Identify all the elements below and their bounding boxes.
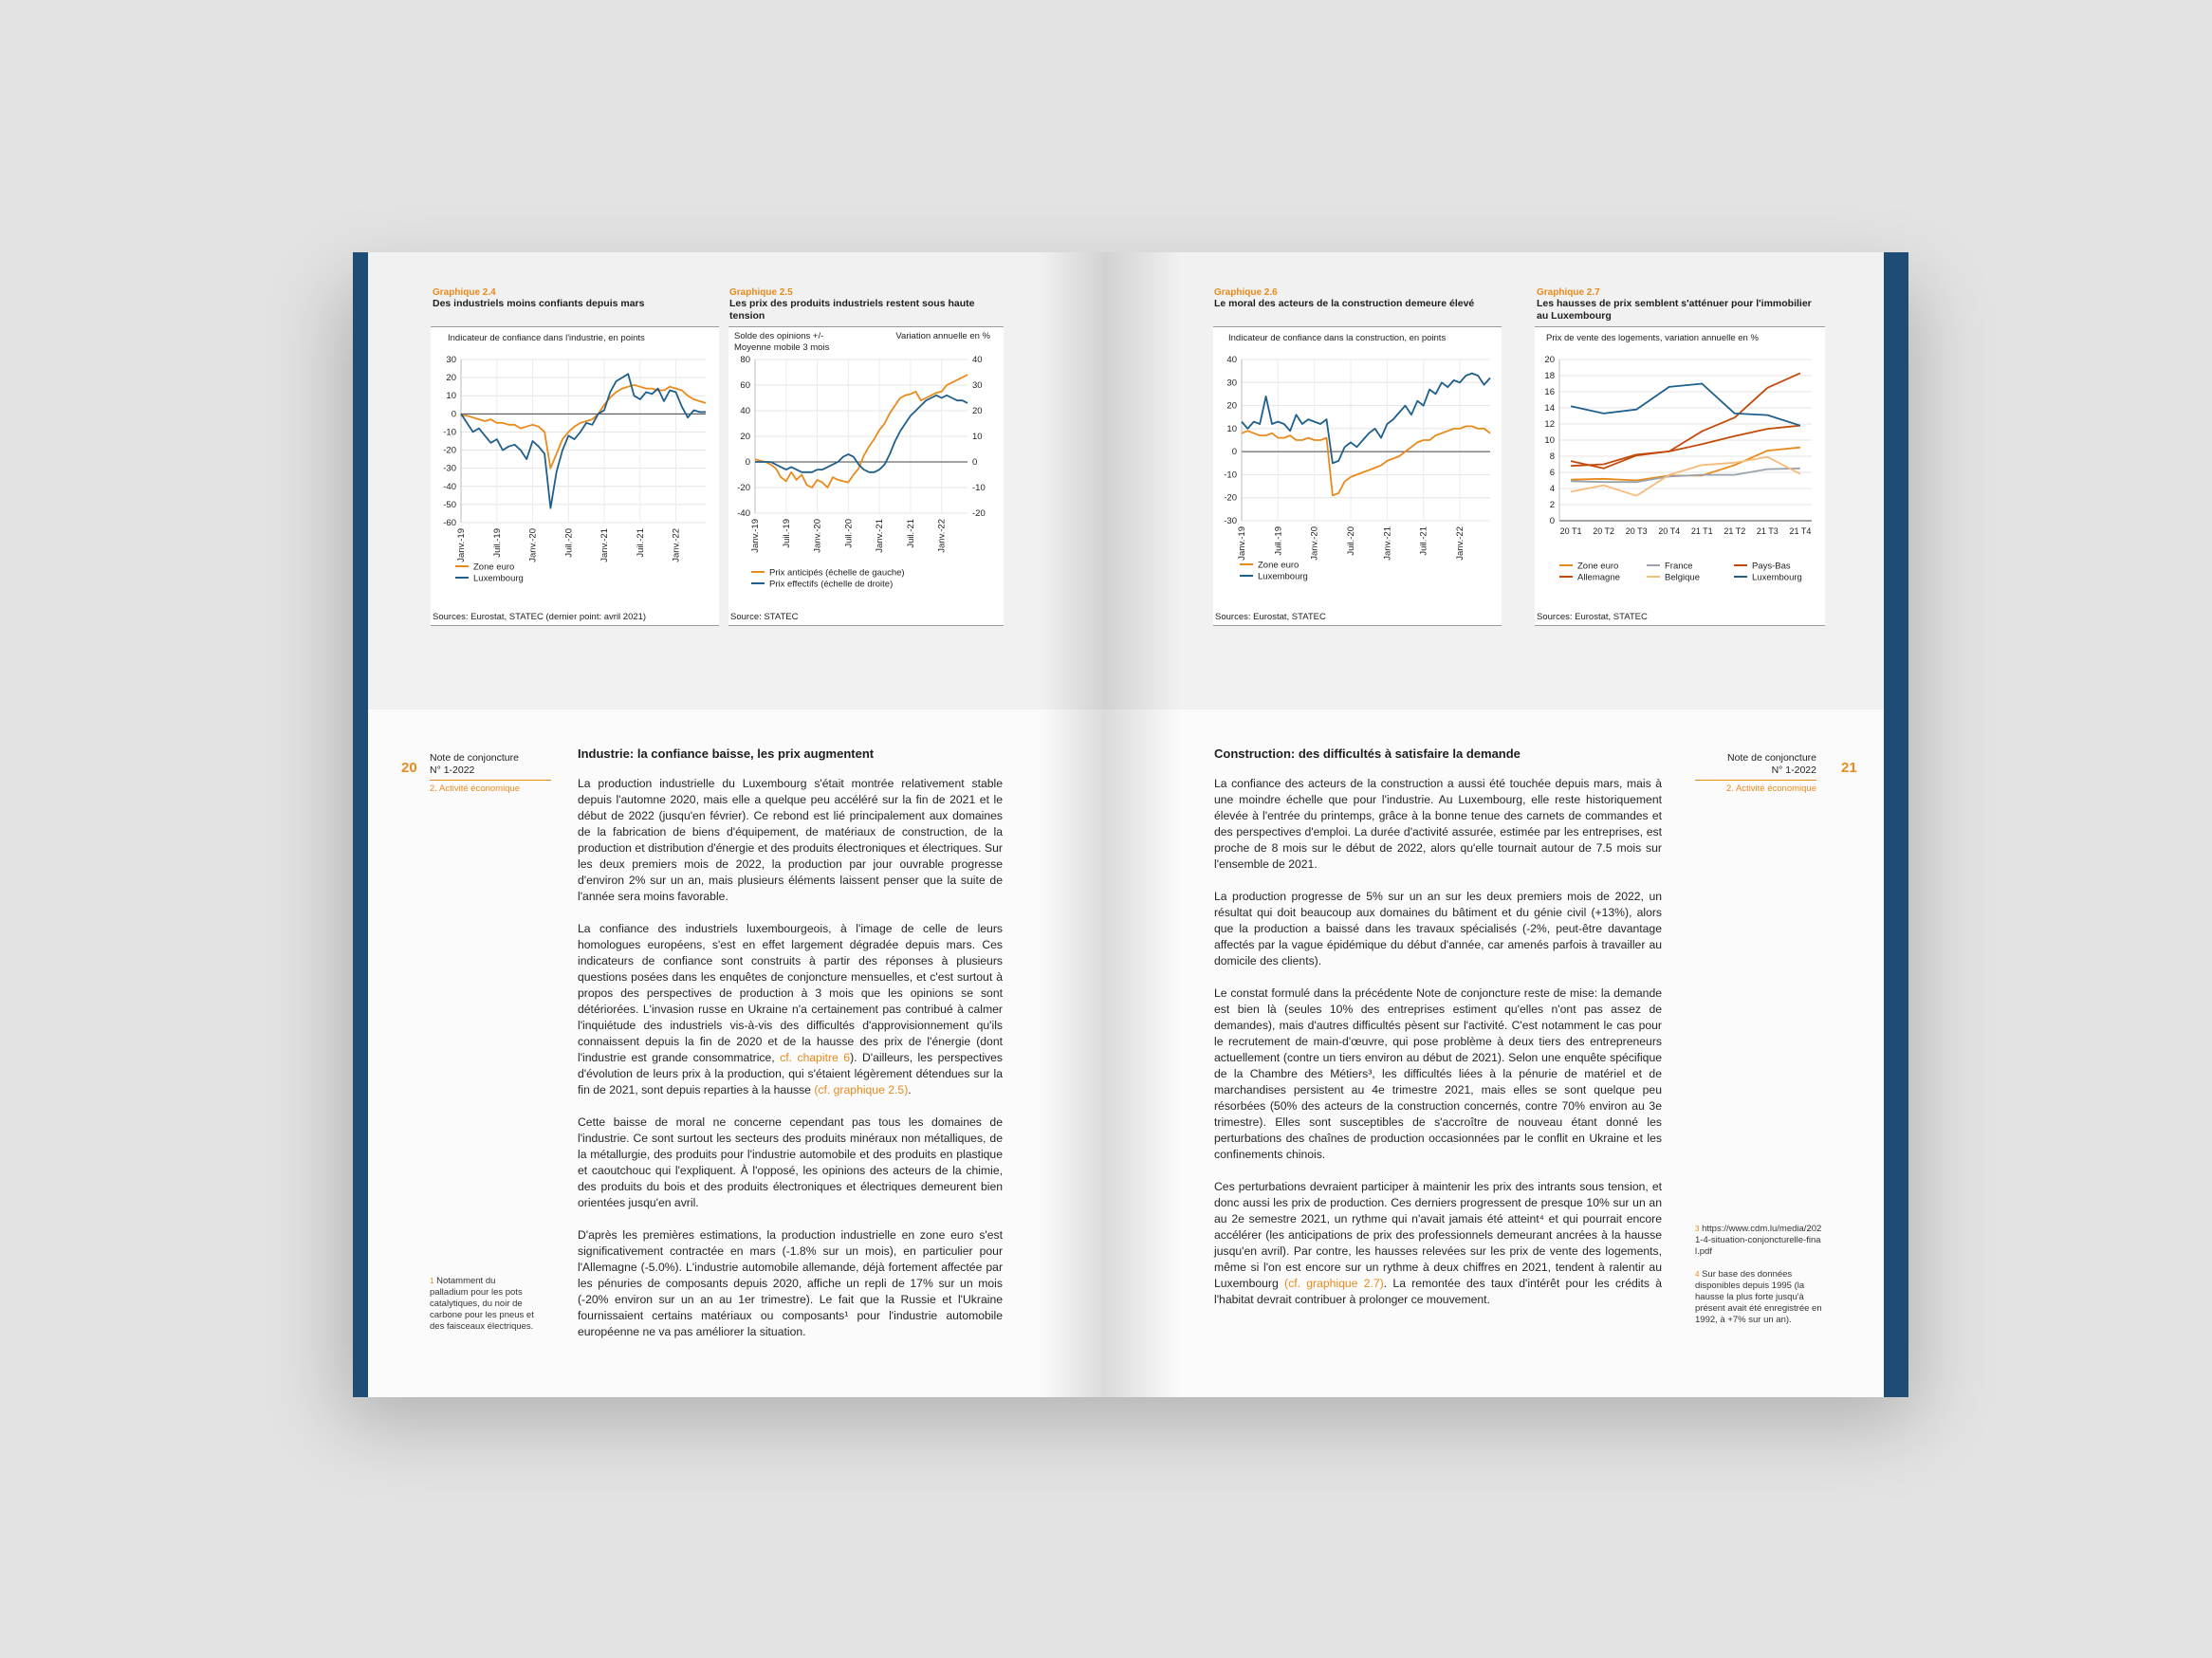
paragraph: La production progresse de 5% sur un an sur les deux premiers mois de 2022, un résultat qui doit beaucoup aux domaines du bâtiment et du génie civil (+13%), alors que la production a baissé dans les travaux spécialisés (-2%, peut-être davantage affectés par la vague épidémique du début d'année, car amenés parfois à travailler au domicile des clients). [1214,890,1662,967]
x-tick-label: Juil.-19 [491,528,503,558]
paragraph: La production industrielle du Luxembourg s'était montrée relativement stable depuis l'automne 2020, mais elle a quelque peu accéléré sur la fin de 2021 et le début de 2022 (jusqu'en février). Ce rebond est lié principalement aux domaines de la fabrication de biens d'équipement, de matériaux de construction, de la production et distribution d'énergie et des produits électroniques et électriques. Sur les deux premiers mois de 2022, la production par jour ouvrable progresse d'environ 2% sur un an, mais plusieurs éléments laissent penser que la suite de l'année sera moins favorable. [578,777,1003,903]
y-tick-label: 4 [1549,484,1555,494]
y-tick-label: 20 [1226,400,1237,412]
right-page [1105,252,1884,1397]
y-axis-label: Indicateur de confiance dans l'industrie, en points [448,333,645,343]
x-tick-label: Janv.-19 [456,528,467,562]
x-tick-label: Juil.-19 [781,519,792,548]
y-tick-label: 10 [1226,423,1237,434]
y-tick-label: 0 [745,457,750,468]
y-tick-label: 2 [1549,500,1555,510]
legend-label: Prix effectifs (échelle de droite) [769,579,894,590]
legend-label: Zone euro [473,562,515,573]
x-tick-label: Janv.-22 [671,528,682,562]
y-tick-label: 20 [740,432,750,442]
chart-source: Sources: Eurostat, STATEC [1215,612,1326,622]
x-tick-label: Janv.-22 [1455,526,1466,561]
legend-label: Zone euro [1258,560,1300,571]
y-tick-label: 30 [1226,378,1237,389]
running-head-title: Note de conjoncture [430,752,519,764]
x-tick-label: Janv.-20 [1309,526,1320,561]
legend-label: Prix anticipés (échelle de gauche) [769,567,905,579]
page-number: 21 [1841,760,1857,776]
y-tick-label: -40 [737,508,750,519]
y-tick-label: -10 [443,427,456,438]
y-tick-label: 0 [1231,447,1237,458]
y-tick-label-right: -10 [972,483,986,493]
y-tick-label: 20 [1544,355,1555,365]
y-tick-label-right: 0 [972,457,978,468]
chart-2-4 [431,326,719,626]
running-head-section: 2. Activité économique [1725,783,1816,794]
x-tick-label: Juil.-21 [635,528,646,558]
chart-title: Le moral des acteurs de la construction demeure élevé [1214,298,1475,309]
y-tick-label: -10 [1224,470,1237,481]
x-tick-label: 21 T3 [1756,526,1779,536]
x-tick-label: Janv.-21 [599,528,611,562]
chart-number: Graphique 2.6 [1214,287,1278,298]
y-tick-label: -30 [443,463,456,474]
series-line-prix-anticip-s-chelle-de-gauche- [755,375,968,488]
y-axis-label-left: Solde des opinions +/- [734,331,824,341]
legend-label: France [1665,561,1693,572]
running-head-section: 2. Activité économique [430,783,521,794]
graphique-link[interactable]: (cf. graphique 2.7) [1284,1277,1384,1290]
y-tick-label: 8 [1549,451,1555,462]
y-axis-label: Indicateur de confiance dans la construction, en points [1228,333,1447,343]
legend-label: Luxembourg [1752,572,1802,583]
y-tick-label: -20 [1224,492,1237,504]
y-axis-label-right: Variation annuelle en % [895,331,990,341]
y-axis-label: Prix de vente des logements, variation annuelle en % [1546,333,1759,343]
x-tick-label: 20 T1 [1559,526,1582,536]
y-tick-label: -50 [443,499,456,510]
y-tick-label: 20 [446,373,456,384]
x-tick-label: Juil.-21 [905,519,916,548]
y-tick-label: 60 [740,380,750,391]
x-tick-label: 21 T4 [1789,526,1812,536]
body-text [578,776,1003,1356]
chart-2-6-plot [1213,327,1502,602]
left-page [368,252,1105,1397]
chart-2-4-header [433,287,708,310]
y-axis-label-left-sub: Moyenne mobile 3 mois [734,342,830,353]
paragraph: Le constat formulé dans la précédente Note de conjoncture reste de mise: la demande est bien là (seules 10% des entreprises estiment qu'elles n'ont pas assez de demandes), mais d'autres difficultés pèsent sur l'activité. C'est notamment le cas pour le recrutement de main-d'œuvre, qui pose problème à deux tiers des entrepreneurs actuellement (contre un tiers environ au début de 2021). Selon une enquête spécifique de la Chambre des Métiers³, les difficultés liées à la pénurie de matériel et de marchandises persistent au 4e trimestre 2021, mais elles se sont quelque peu résorbées (50% des acteurs de la construction concernés, contre 70% environ au 3e trimestre). Elles sont susceptibles de s'accroître de nouveau étant donné les perturbations des chaînes de production occasionnées par le conflit en Ukraine et les confinements chinois. [1214,986,1662,1161]
paragraph: D'après les premières estimations, la production industrielle en zone euro s'est significativement contractée en mars (-1.8% sur un mois), en particulier pour l'Allemagne (-5.0%). L'industrie automobile allemande, déjà fortement affectée par les pénuries de composants depuis 2020, affiche un repli de 17% sur un mois (-20% environ sur un an au 1er trimestre). Le fait que la Russie et l'Ukraine fournissaient certains matériaux ou composants¹ pour l'industrie automobile européenne ne va pas améliorer la situation. [578,1228,1003,1338]
chart-number: Graphique 2.4 [433,287,496,298]
chart-source: Sources: Eurostat, STATEC [1537,612,1648,622]
x-tick-label: 21 T1 [1690,526,1713,536]
chart-2-6-header [1214,287,1499,310]
y-tick-label-right: 10 [972,432,983,442]
y-tick-label: 10 [446,391,456,402]
y-tick-label: -20 [443,445,456,456]
y-tick-label: 18 [1544,371,1555,381]
y-tick-label: -40 [443,481,456,492]
running-head [430,752,551,794]
legend-label: Pays-Bas [1752,561,1791,572]
x-tick-label: Juil.-19 [1273,526,1284,556]
x-tick-label: Janv.-21 [875,519,886,553]
y-tick-label: 6 [1549,468,1555,478]
chart-2-5-header [729,287,1005,322]
chart-title: Des industriels moins confiants depuis mars [433,298,645,309]
x-tick-label: 21 T2 [1724,526,1746,536]
chart-number: Graphique 2.7 [1537,287,1600,298]
footnote: $^4$ Sur base des données disponibles depuis 1995 (la hausse la plus forte jusqu'à présent avait été enregistrée en 1992, à +7% sur un an). [1695,1269,1822,1325]
y-tick-label: 30 [446,355,456,365]
running-head-issue: N° 1-2022 [1771,765,1816,776]
y-tick-label-right: -20 [972,508,986,519]
x-tick-label: 20 T2 [1593,526,1615,536]
footnote: $^1$ Notamment du palladium pour les pots catalytiques, du noir de carbone pour les pneus et des faisceaux électriques. [430,1276,534,1332]
chart-2-7 [1535,326,1825,626]
y-tick-label: 10 [1544,435,1555,446]
graphique-link[interactable]: (cf. graphique 2.5) [814,1083,909,1096]
y-tick-label: 12 [1544,419,1555,430]
section-title: Construction: des difficultés à satisfaire la demande [1214,746,1521,761]
chart-2-5-plot [728,327,1004,602]
x-tick-label: Janv.-19 [1237,526,1247,561]
body-text [1214,776,1662,1324]
y-tick-label-right: 20 [972,406,983,416]
x-tick-label: Juil.-21 [1418,526,1429,556]
y-tick-label: 0 [1549,516,1555,526]
x-tick-label: Juil.-20 [843,519,855,548]
chart-2-5 [728,326,1004,626]
chart-2-4-plot [431,327,719,602]
paragraph: La confiance des industriels luxembourgeois, à l'image de celle de leurs homologues européens, s'est en effet largement dégradée depuis mars. Ces indicateurs de confiance sont construits à partir des réponses à plusieurs questions posées dans les enquêtes de conjoncture mensuelles, et c'est surtout à propos des perspectives de production à 3 mois que les opinions se sont détériorées. L'invasion russe en Ukraine n'a certainement pas contribué à calmer l'inquiétude des industriels vis-à-vis des difficultés d'approvisionnement qu'ils connaissent depuis la fin de 2020 et de la hausse des prix de l'énergie (dont l'industrie est grande consommatrice, cf. chapitre 6). D'ailleurs, les perspectives d'évolution de leurs prix à la production, qui s'étaient légèrement détendues sur la fin de 2021, sont depuis reparties à la hausse (cf. graphique 2.5). [578,922,1004,1096]
y-tick-label-right: 40 [972,355,983,365]
x-tick-label: Janv.-21 [1382,526,1393,561]
series-line-luxembourg [1242,374,1490,464]
chart-title: Les hausses de prix semblent s'atténuer pour l'immobilier au Luxembourg [1537,298,1812,322]
y-tick-label: 80 [740,355,750,365]
x-tick-label: Janv.-20 [812,519,823,553]
section-title: Industrie: la confiance baisse, les prix augmentent [578,746,875,761]
paragraph: Ces perturbations devraient participer à maintenir les prix des intrants sous tension, et donc aussi les prix de production. Ces derniers progressent de presque 10% sur un an au 2e semestre 2021, un rythme qui n'avait jamais été atteint⁴ et qui pourrait encore accélérer (les anticipations de prix des professionnels demeurant ancrées à la hausse jusqu'en avril). Par contre, les hausses relevées sur les prix de vente des logements, même si l'on est encore sur un rythme à deux chiffres en 2021, tendent à ralentir au Luxembourg (cf. graphique 2.7). La remontée des taux d'intérêt pour les crédits à l'habitat devrait contribuer à prolonger ce mouvement. [1214,1180,1662,1306]
y-tick-label: 16 [1544,387,1555,397]
legend-label: Allemagne [1577,572,1620,583]
legend-label: Luxembourg [1258,571,1308,582]
y-tick-label-right: 30 [972,380,983,391]
x-tick-label: Janv.-22 [936,519,948,553]
running-head [1695,752,1816,794]
chart-2-7-plot [1535,327,1825,602]
y-tick-label: -30 [1224,516,1237,526]
chart-2-6 [1213,326,1502,626]
page-number: 20 [401,760,417,776]
x-tick-label: Juil.-20 [563,528,575,558]
legend-label: Luxembourg [473,573,524,584]
paragraph: Cette baisse de moral ne concerne cependant pas tous les domaines de l'industrie. Ce sont surtout les secteurs des produits minéraux non métalliques, de la métallurgie, des produits pour l'industrie automobile et des produits en plastique et caoutchouc qui l'expliquent. À l'opposé, les opinions des acteurs de la chimie, des produits du bois et des produits électroniques et électriques demeurent bien orientées jusqu'en avril. [578,1115,1003,1209]
chart-2-7-header [1537,287,1821,322]
y-tick-label: -60 [443,518,456,528]
chart-source: Source: STATEC [730,612,799,622]
x-tick-label: 20 T4 [1658,526,1681,536]
paragraph: La confiance des acteurs de la construction a aussi été touchée depuis mars, mais à une moindre échelle que pour l'industrie. Au Luxembourg, elle reste historiquement élevée à l'entrée du printemps, grâce à la bonne tenue des carnets de commandes et des perspectives d'emploi. La durée d'activité assurée, estimée par les entreprises, est proche de 8 mois sur le début de 2022, alors qu'elle tournait autour de 7.5 mois sur l'ensemble de 2021. [1214,777,1662,871]
x-tick-label: Janv.-19 [750,519,761,553]
series-line-allemagne [1571,426,1800,467]
y-tick-label: -20 [737,483,750,493]
y-tick-label: 0 [451,409,456,420]
legend-label: Zone euro [1577,561,1619,572]
chart-title: Les prix des produits industriels restent sous haute tension [729,298,975,322]
chart-source: Sources: Eurostat, STATEC (dernier point: avril 2021) [433,612,647,622]
footnote: $^3$ https://www.cdm.lu/media/2021-4-situation-conjoncturelle-final.pdf [1695,1224,1822,1257]
chart-number: Graphique 2.5 [729,287,793,298]
y-tick-label: 40 [1226,355,1237,365]
x-tick-label: 20 T3 [1625,526,1648,536]
y-tick-label: 40 [740,406,750,416]
x-tick-label: Janv.-20 [527,528,539,562]
x-tick-label: Juil.-20 [1346,526,1357,556]
running-head-title: Note de conjoncture [1727,752,1816,764]
series-line-luxembourg [461,374,706,507]
front-cover-edge [1884,252,1908,1397]
running-head-issue: N° 1-2022 [430,765,475,776]
legend-label: Belgique [1665,572,1700,583]
chapter-link[interactable]: cf. chapitre 6 [780,1051,851,1064]
series-line-pays-bas [1571,373,1800,468]
y-tick-label: 14 [1544,403,1555,414]
